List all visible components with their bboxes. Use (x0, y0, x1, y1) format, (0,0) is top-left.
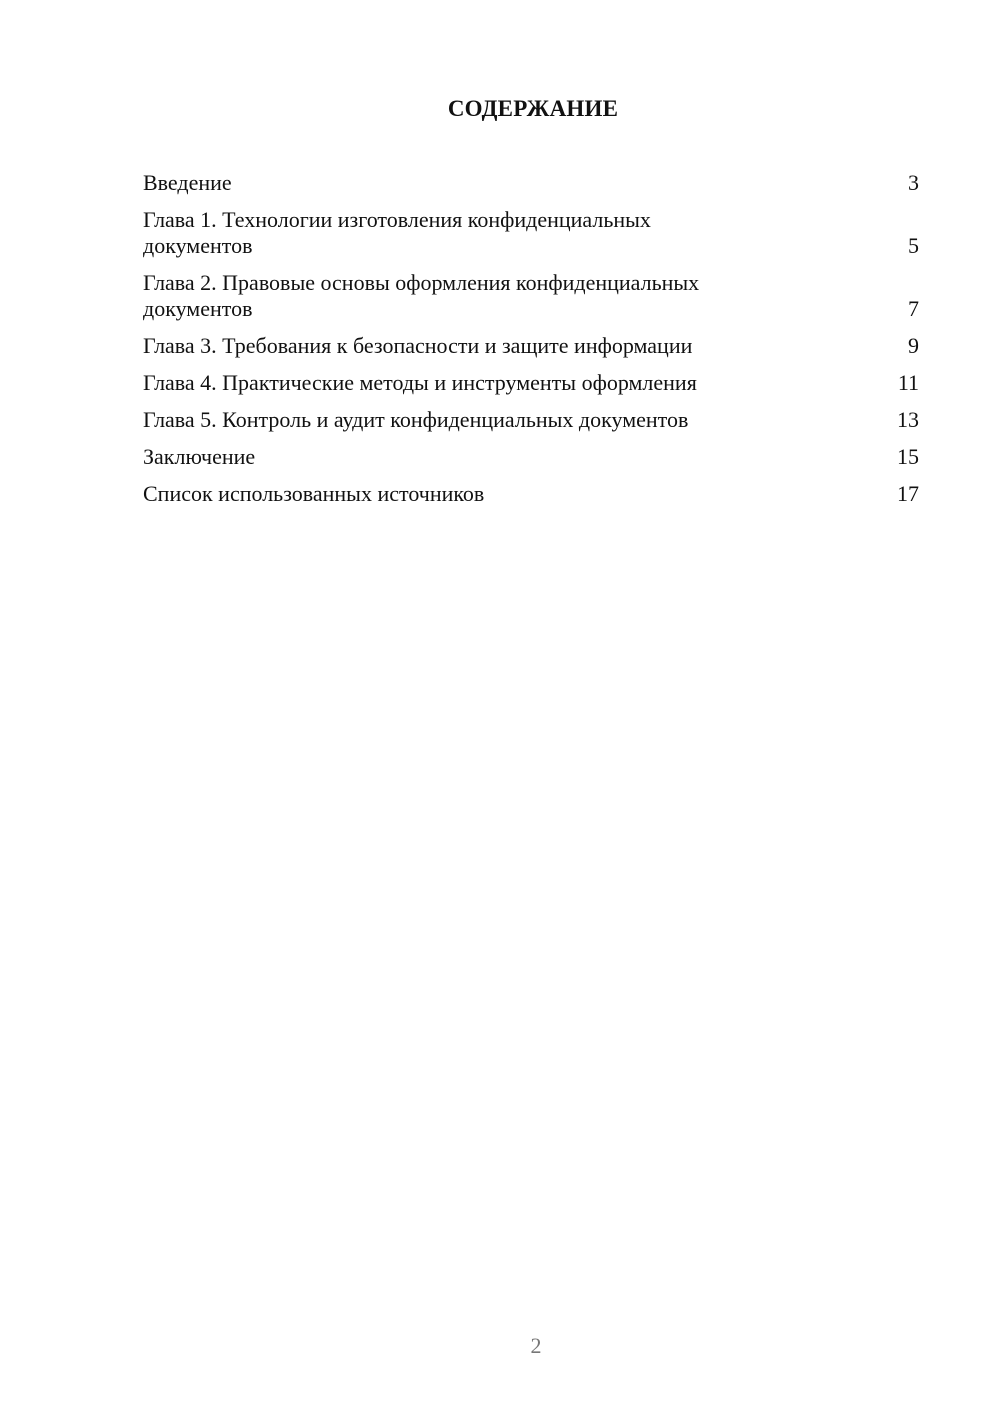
toc-entry[interactable] (143, 444, 919, 470)
toc-entry-page: 9 (908, 333, 919, 358)
toc-entry-label: Введение (143, 170, 232, 195)
toc-entry[interactable] (143, 407, 919, 433)
toc-entry[interactable] (143, 270, 919, 322)
toc-entry-page: 5 (908, 233, 919, 258)
table-of-contents (143, 170, 919, 518)
toc-entry-label: Заключение (143, 444, 256, 469)
toc-entry-page: 17 (897, 481, 919, 506)
toc-entry[interactable] (143, 333, 919, 359)
toc-entry-page: 3 (908, 170, 919, 195)
toc-entry-label: Глава 1. Технологии изготовления конфиденциальных документов (143, 207, 651, 258)
toc-entry-page: 7 (908, 296, 919, 321)
toc-entry-label: Глава 4. Практические методы и инструменты оформления (143, 370, 697, 395)
toc-entry-page: 11 (897, 370, 919, 395)
toc-entry-label: Глава 3. Требования к безопасности и защите информации (143, 333, 693, 358)
toc-entry-page: 15 (897, 444, 919, 469)
toc-entry-label: Глава 2. Правовые основы оформления конфиденциальных документов (143, 270, 700, 321)
toc-entry-label: Список использованных источников (143, 481, 485, 506)
toc-entry-label: Глава 5. Контроль и аудит конфиденциальных документов (143, 407, 689, 432)
toc-entry-page: 13 (897, 407, 919, 432)
toc-entry[interactable] (143, 370, 919, 396)
page-number: 2 (530, 1333, 542, 1358)
toc-entry[interactable] (143, 481, 919, 507)
toc-title: СОДЕРЖАНИЕ (447, 96, 619, 121)
toc-entry[interactable] (143, 207, 919, 259)
toc-entry[interactable] (143, 170, 919, 196)
